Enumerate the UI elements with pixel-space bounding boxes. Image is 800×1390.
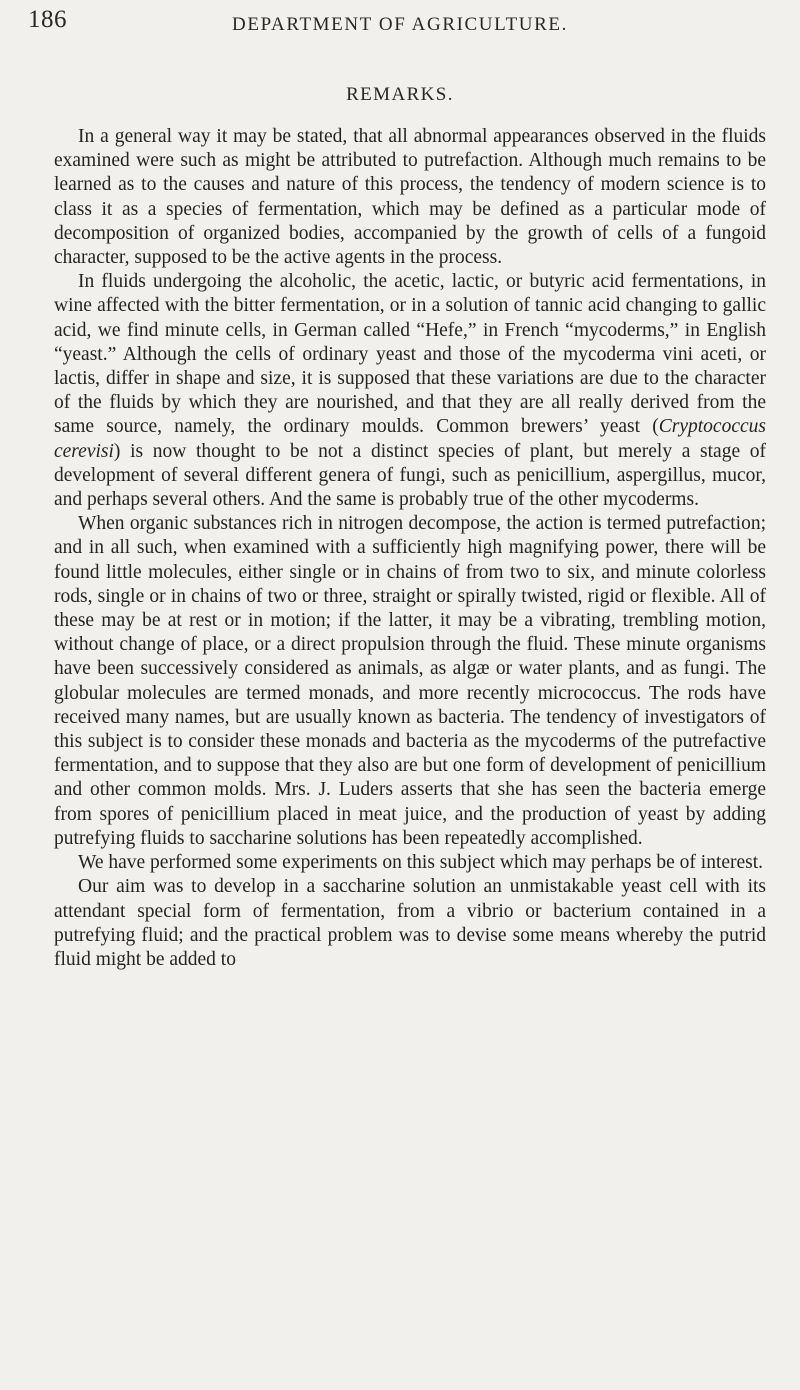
page-number: 186 xyxy=(28,6,67,33)
paragraph-text-part: In fluids undergoing the alcoholic, the acetic, lactic, or butyric acid fermentations, in wine affected with the bitter fermentation, or in a solution of tannic acid changing to gallic acid, we find minute cells, in German called “Hefe,” in French “mycoderms,” in English “yeast.” Although the cells of ordinary yeast and those of the mycoderma vini aceti, or lactis, differ in shape and size, it is supposed that these variations are due to the character of the fluids by which they are nourished, and that they are all really derived from the same source, namely, the ordinary moulds. Common brewers’ yeast ( xyxy=(54,271,766,438)
paragraph-experiments-intro: We have performed some experiments on this subject which may perhaps be of interest. xyxy=(78,852,764,874)
body-text xyxy=(54,125,766,972)
section-title: REMARKS. xyxy=(346,84,454,105)
italic-species-name: Cryptococcus cerevisi xyxy=(54,416,766,462)
running-head: DEPARTMENT OF AGRICULTURE. xyxy=(232,14,568,35)
paragraph-experiment-aim: Our aim was to develop in a saccharine solution an unmistakable yeast cell with its attendant special form of fermentation, from a vibrio or bacterium contained in a putrefying fluid; and the practical problem was to devise some means whereby the putrid fluid might be added to xyxy=(54,876,766,970)
paragraph-fermentation-cells xyxy=(54,270,766,512)
paragraph-putrefaction: When organic substances rich in nitrogen decompose, the action is termed putrefaction; and in all such, when examined with a sufficiently high magnifying power, there will be found little molecules, either single or in chains of from two to six, and minute colorless rods, single or in chains of two or three, straight or spirally twisted, rigid or flexible. All of these may be at rest or in motion; if the latter, it may be a vibrating, trembling motion, without change of place, or a direct propulsion through the fluid. These minute organisms have been successively considered as animals, as algæ or water plants, and as fungi. The globular molecules are termed monads, and more recently micrococcus. The rods have received many names, but are usually known as bacteria. The tendency of investigators of this subject is to consider these monads and bacteria as the mycoderms of the putrefactive fermentation, and to suppose that they also are but one form of development of penicillium and other common molds. Mrs. J. Luders asserts that she has seen the bacteria emerge from spores of penicillium placed in meat juice, and the production of yeast by adding putrefying fluids to saccharine solutions has been repeatedly accomplished. xyxy=(54,513,766,849)
paragraph-general-remarks: In a general way it may be stated, that all abnormal appearances observed in the fluids examined were such as might be attributed to putrefaction. Although much remains to be learned as to the causes and nature of this process, the tendency of modern science is to class it as a species of fermentation, which may be defined as a particular mode of decomposition of organized bodies, accompanied by the growth of cells of a fungoid character, supposed to be the active agents in the process. xyxy=(54,126,766,269)
paragraph-text-part: ) is now thought to be not a distinct species of plant, but merely a stage of development of several different genera of fungi, such as penicillium, aspergillus, mucor, and perhaps several others. And the same is probably true of the other mycoderms. xyxy=(54,440,766,511)
